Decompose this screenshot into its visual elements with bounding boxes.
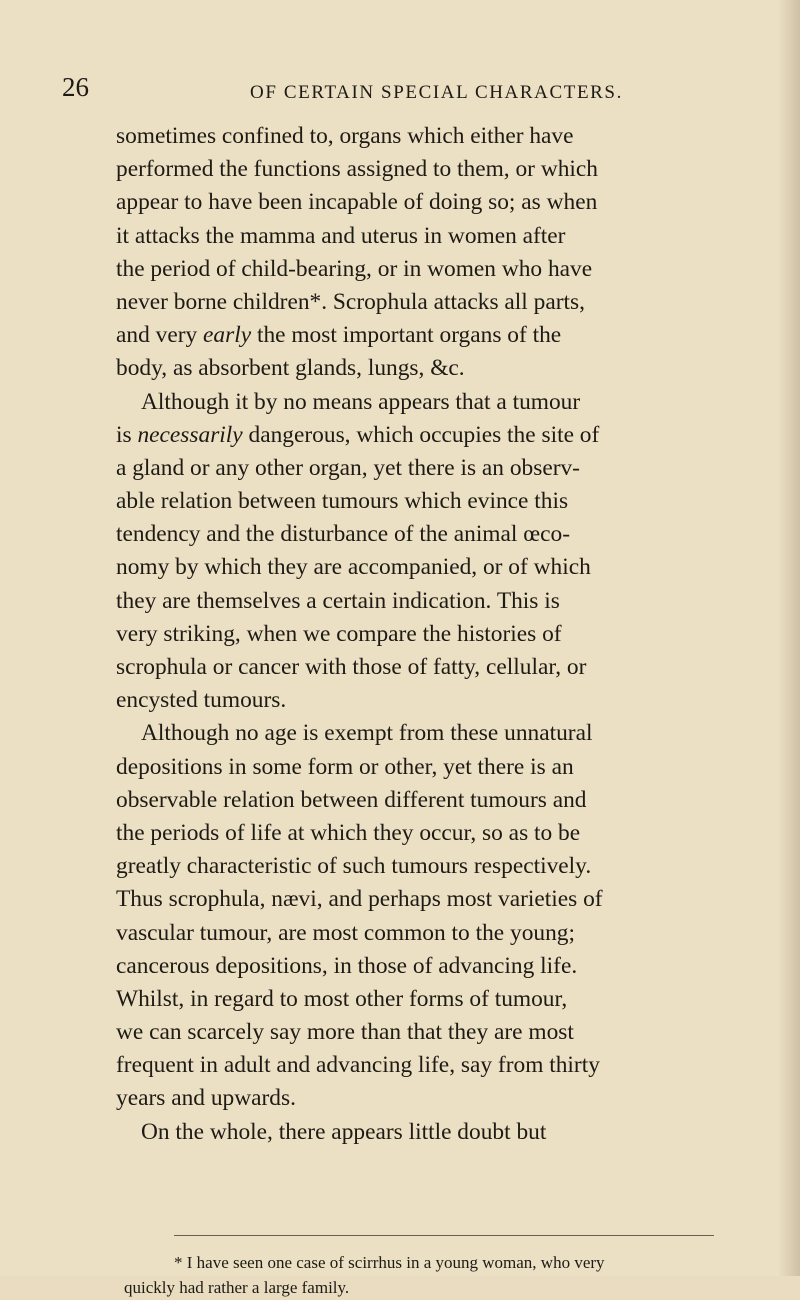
text-line: On the whole, there appears little doubt but — [141, 1118, 547, 1145]
text-line: the periods of life at which they occur, so as to be — [116, 819, 581, 846]
text-line: we can scarcely say more than that they are most — [116, 1019, 574, 1046]
text-segment: dangerous, which occupies the site of — [242, 421, 600, 448]
text-line: greatly characteristic of such tumours respectively. — [116, 853, 592, 880]
footnote — [124, 1250, 724, 1300]
italic-emphasis: necessarily — [137, 421, 243, 448]
italic-emphasis: early — [203, 322, 252, 349]
text-line: the period of child-bearing, or in women who have — [116, 255, 593, 282]
text-line: it attacks the mamma and uterus in women after — [116, 222, 566, 249]
footnote-line: * I have seen one case of scirrhus in a young woman, who very — [174, 1253, 605, 1272]
text-line: Although no age is exempt from these unnatural — [141, 720, 593, 747]
text-line: observable relation between different tumours and — [116, 786, 587, 813]
text-segment: the most important organs of the — [251, 322, 562, 349]
text-line: years and upwards. — [116, 1085, 296, 1112]
text-line: appear to have been incapable of doing so; as when — [116, 189, 598, 216]
text-line: encysted tumours. — [116, 687, 287, 714]
text-line: frequent in adult and advancing life, say from thirty — [116, 1052, 600, 1079]
text-line: very striking, when we compare the histories of — [116, 620, 562, 647]
text-line: tendency and the disturbance of the animal œco- — [116, 521, 570, 548]
text-line: a gland or any other organ, yet there is an observ- — [116, 454, 580, 481]
running-head: OF CERTAIN SPECIAL CHARACTERS. — [250, 82, 623, 103]
text-segment: and very — [116, 322, 204, 349]
text-line: vascular tumour, are most common to the young; — [116, 919, 575, 946]
text-line: sometimes confined to, organs which either have — [116, 123, 574, 149]
body-text — [116, 120, 706, 1149]
text-line: able relation between tumours which evince this — [116, 488, 569, 515]
text-line: Thus scrophula, nævi, and perhaps most varieties of — [116, 886, 603, 913]
text-line: never borne children*. Scrophula attacks all parts, — [116, 288, 585, 315]
text-line: nomy by which they are accompanied, or of which — [116, 554, 591, 581]
text-line: depositions in some form or other, yet there is an — [116, 753, 574, 780]
page-number: 26 — [62, 72, 89, 102]
text-line: body, as absorbent glands, lungs, &c. — [116, 355, 465, 382]
text-line — [116, 419, 706, 452]
page-edge-shadow — [778, 0, 800, 1276]
text-segment: is — [116, 421, 138, 448]
text-line — [116, 319, 706, 352]
text-line: cancerous depositions, in those of advancing life. — [116, 952, 578, 979]
text-line: Whilst, in regard to most other forms of tumour, — [116, 985, 568, 1012]
footnote-rule — [174, 1235, 714, 1236]
text-line: they are themselves a certain indication. This is — [116, 587, 560, 614]
text-line: Although it by no means appears that a tumour — [141, 388, 581, 415]
text-line: performed the functions assigned to them, or which — [116, 156, 598, 183]
text-line: scrophula or cancer with those of fatty, cellular, or — [116, 654, 587, 680]
footnote-line: quickly had rather a large family. — [124, 1278, 350, 1297]
